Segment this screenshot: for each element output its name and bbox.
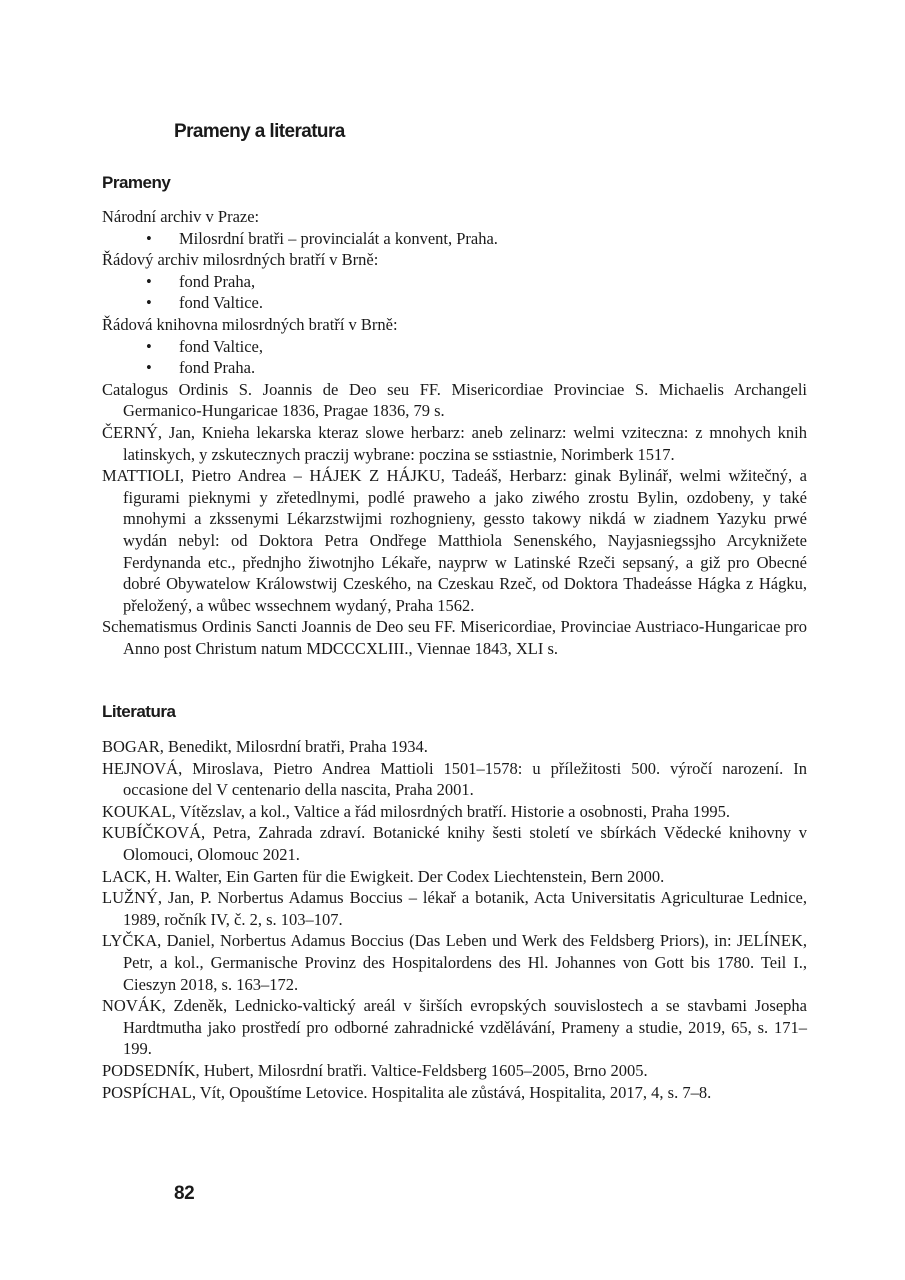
archive-items: [102, 336, 807, 379]
sources-heading: Prameny: [102, 173, 171, 192]
bibliography-entry: HEJNOVÁ, Miroslava, Pietro Andrea Mattioli 1501–1578: u příležitosti 500. výročí narození. In occasione del V centenario della nascita, Praha 2001.: [102, 758, 807, 800]
bullet-icon: •: [146, 358, 152, 378]
archive-item: [102, 336, 807, 358]
literature-list: [102, 736, 807, 1103]
bibliography-entry: KUBÍČKOVÁ, Petra, Zahrada zdraví. Botanické knihy šesti století ve sbírkách Vědecké knihovny v Olomouci, Olomouc 2021.: [102, 823, 807, 864]
archive-label: Řádová knihovna milosrdných bratří v Brně:: [102, 314, 398, 334]
bibliography-entry: PODSEDNÍK, Hubert, Milosrdní bratři. Valtice-Feldsberg 1605–2005, Brno 2005.: [102, 1060, 648, 1080]
bibliography-entry: LYČKA, Daniel, Norbertus Adamus Boccius (Das Leben und Werk des Feldsberg Priors), in: JELÍNEK, Petr, a kol., Germanische Provinz des Hospitalordens des Hl. Johannes von Gott bis 1780. Teil I., Cieszyn 2018, s. 163–172.: [102, 931, 807, 994]
literature-section: [102, 701, 807, 1103]
archive-items: [102, 271, 807, 314]
literature-heading: Literatura: [102, 702, 176, 721]
archive-item: [102, 271, 807, 293]
page-title: Prameny a literatura: [174, 121, 345, 142]
bullet-icon: •: [146, 336, 152, 356]
bibliography-entry: LUŽNÝ, Jan, P. Norbertus Adamus Boccius – lékař a botanik, Acta Universitatis Agriculturae Lednice, 1989, ročník IV, č. 2, s. 103–107.: [102, 888, 807, 929]
page-number: 82: [174, 1183, 195, 1204]
archive-item-text: fond Valtice,: [179, 336, 264, 356]
bibliography-entry: NOVÁK, Zdeněk, Lednicko-valtický areál v širších evropských souvislostech a se stavbami Josepha Hardtmutha jako prostředí pro odborné zahradnické vzdělávání, Prameny a studie, 2019, 65, s. 171–199.: [102, 996, 807, 1059]
archive-items: [102, 228, 807, 250]
bullet-icon: •: [146, 228, 152, 248]
sources-list: [102, 206, 807, 659]
archive-item-text: fond Praha.: [179, 358, 256, 378]
bibliography-entry: ČERNÝ, Jan, Knieha lekarska kteraz slowe herbarz: aneb zelinarz: welmi vziteczna: z mnohych knih latinskych, y zskutecznych praczij wybrane: poczina se sstiastnie, Norimberk 1517.: [102, 422, 807, 464]
bullet-icon: •: [146, 293, 152, 313]
archive-label: Řádový archiv milosrdných bratří v Brně:: [102, 250, 379, 270]
bibliography-entry: BOGAR, Benedikt, Milosrdní bratři, Praha 1934.: [102, 737, 428, 756]
archive-item: [102, 292, 807, 314]
bullet-icon: •: [146, 271, 152, 291]
bibliography-entry: LACK, H. Walter, Ein Garten für die Ewigkeit. Der Codex Liechtenstein, Bern 2000.: [102, 866, 665, 886]
sources-section: [102, 172, 807, 659]
archive-item-text: Milosrdní bratři – provincialát a konvent, Praha.: [179, 228, 498, 248]
bibliography-entry: KOUKAL, Vítězslav, a kol., Valtice a řád milosrdných bratří. Historie a osobnosti, Praha 1995.: [102, 801, 730, 821]
bibliography-entry: Catalogus Ordinis S. Joannis de Deo seu FF. Misericordiae Provinciae S. Michaelis Archangeli Germanico-Hungaricae 1836, Pragae 1836, 79 s.: [102, 379, 807, 421]
bibliography-entry: Schematismus Ordinis Sancti Joannis de Deo seu FF. Misericordiae, Provinciae Austriaco-Hungaricae pro Anno post Christum natum MDCCCXLIII., Viennae 1843, XLI s.: [102, 617, 807, 658]
archive-label: Národní archiv v Praze:: [102, 207, 260, 226]
bibliography-entry: POSPÍCHAL, Vít, Opouštíme Letovice. Hospitalita ale zůstává, Hospitalita, 2017, 4, s. 7–8.: [102, 1082, 712, 1102]
archive-item: [102, 357, 807, 379]
archive-item-text: fond Valtice.: [179, 293, 264, 313]
archive-item-text: fond Praha,: [179, 271, 256, 291]
bibliography-entry: MATTIOLI, Pietro Andrea – HÁJEK Z HÁJKU, Tadeáš, Herbarz: ginak Bylinář, welmi wžitečný, a figurami pieknymi y zřetedlnymi, podlé praweho a jako ziwého zrostu Bylin, ozdobeny, y také mnohymi a zkssenymi Lékarzstwijmi rozhognieny, gessto takowy nikdá w ziadnem Yazyku prwé wydán nebyl: od Doktora Petra Ondřege Matthiola Senenského, Nayjasniegssjho Arcyknižete Ferdynanda etc., přednjho žiwotnjho Lékaře, nayprw w Latinské Rzeči sepsaný, a giž pro Obecné dobré Obywatelow Králowstwij Czeského, na Czeskau Rzeč, od Doktora Thadeásse Hágka z Hágku, přeložený, a wůbec wssechnem wydaný, Praha 1562.: [102, 466, 807, 615]
archive-item: [102, 228, 807, 250]
